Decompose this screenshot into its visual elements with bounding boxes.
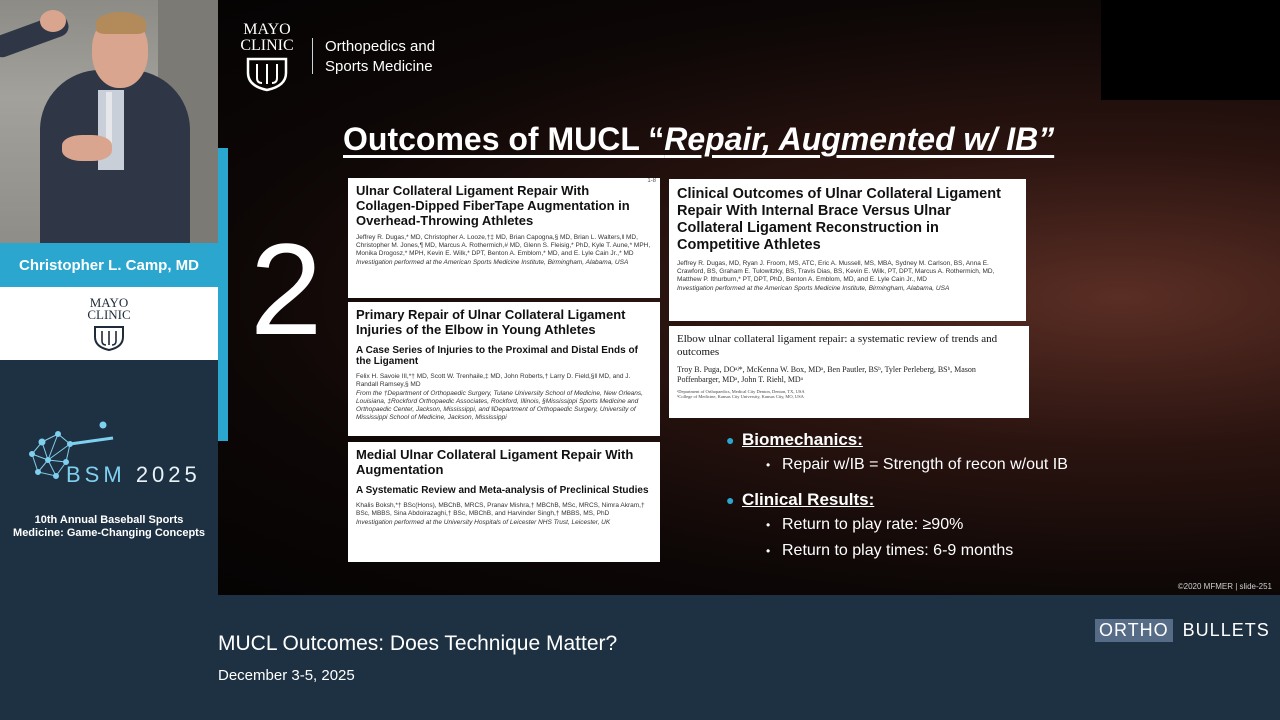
large-number: 2 xyxy=(250,216,323,362)
bsm-letters: BSM xyxy=(66,462,126,487)
video-mask xyxy=(1101,0,1280,100)
paper-title: Elbow ulnar collateral ligament repair: a systematic review of trends and outcomes xyxy=(677,333,998,358)
paper-title: Clinical Outcomes of Ulnar Collateral Ligament Repair With Internal Brace Versus Ulnar Collateral Ligament Reconstruction in Competitive Athletes xyxy=(677,186,1001,253)
bullet-list xyxy=(726,428,1068,564)
paper-excerpt-2 xyxy=(348,302,660,436)
conference-title-line-1: 10th Annual Baseball Sports xyxy=(34,514,184,526)
slide-copyright: ©2020 MFMER | slide-251 xyxy=(1177,582,1272,591)
logo-line-2: CLINIC xyxy=(87,306,131,322)
paper-institution: Investigation performed at the American Sports Medicine Institute, Birmingham, Alabama, USA xyxy=(677,285,950,292)
paper-authors: Jeffrey R. Dugas, MD, Ryan J. Froom, MS, ATC, Eric A. Mussell, MS, MBA, Sydney M. Carlson, BS, Anna E. Crawford, BS, Graham E. Tulowitzky, BS, Travis Dias, BS, Kevin E. Wilk, PT, DPT, Marcus A. Rothermich, MD, Matthew P. Ithurburn,* PT, DPT, PhD, Benton A. Emblom, MD, and E. Lyle Cain Jr., MD xyxy=(677,260,995,283)
conference-title-line-2: Medicine: Game-Changing Concepts xyxy=(13,527,205,539)
sub-bullet-dot-icon: • xyxy=(766,518,771,532)
bullet-heading xyxy=(726,488,1068,512)
logo-line-1: MAYO xyxy=(89,294,129,310)
paper-title: Primary Repair of Ulnar Collateral Ligament Injuries of the Elbow in Young Athletes xyxy=(356,307,626,337)
bsm-year: 2025 xyxy=(135,462,201,487)
paper-institution: From the †Department of Orthopaedic Surgery, Tulane University School of Medicine, New Orleans, Louisiana, ‡Rockford Orthopaedic Associates, Rockford, Illinois, §Mississippi Sports Medicine and Orthopaedic Center, Jackson, Mississippi, and ‖Department of Orthopaedic Surgery, University of Mississippi School of Medicine, Jackson, Mississippi xyxy=(356,390,643,421)
bullet-item xyxy=(726,538,1068,564)
bullet-heading-label: Biomechanics: xyxy=(742,430,863,449)
bullet-item xyxy=(726,452,1068,478)
department-name xyxy=(325,37,435,77)
paper-affiliation-1: ᵃDepartment of Orthopaedics, Medical City Denton, Denton, TX, USA xyxy=(677,389,805,394)
logo-bullets: BULLETS xyxy=(1182,620,1270,640)
paper-subtitle: A Systematic Review and Meta-analysis of Preclinical Studies xyxy=(356,485,649,496)
slide-title-plain: Outcomes of MUCL “ xyxy=(343,121,665,157)
paper-authors: Felix H. Savoie III,*† MD, Scott W. Trenhaile,‡ MD, John Roberts,† Larry D. Field,§‖ MD, and J. Randall Ramsey,§ MD xyxy=(356,373,631,388)
slide-title xyxy=(343,121,1054,158)
bullet-item-text: Return to play rate: ≥90% xyxy=(782,516,964,533)
bsm-wordmark xyxy=(66,462,201,488)
bullet-dot-icon: ● xyxy=(726,492,735,508)
header-logo-line-1: MAYO xyxy=(243,21,291,38)
logo-ortho: ORTHO xyxy=(1095,619,1173,642)
conference-title xyxy=(0,514,218,540)
bullet-item-text: Return to play times: 6-9 months xyxy=(782,542,1014,559)
paper-title: Medial Ulnar Collateral Ligament Repair With Augmentation xyxy=(356,447,634,477)
bullet-heading xyxy=(726,428,1068,452)
slide-title-italic: Repair, Augmented w/ IB” xyxy=(664,121,1055,157)
paper-affiliation-2: ᵇCollege of Medicine, Kansas City University, Kansas City, MO, USA xyxy=(677,394,804,399)
paper-excerpt-3 xyxy=(348,442,660,562)
header-divider xyxy=(312,38,313,74)
speaker-name: Christopher L. Camp, MD xyxy=(0,243,218,287)
bullet-item xyxy=(726,512,1068,538)
bullet-dot-icon: ● xyxy=(726,432,735,448)
department-line-1: Orthopedics and xyxy=(325,38,436,55)
paper-authors: Jeffrey R. Dugas,* MD, Christopher A. Looze,†‡ MD, Brian Capogna,§ MD, Brian L. Walters,‖ MD, Christopher M. Jones,¶ MD, Marcus A. Rothermich,# MD, Glenn S. Fleisig,* PhD, Kyle T. Aune,* MPH, Monika Drogosz,* MPH, Kevin E. Wilk,* DPT, Benton A. Emblom,* MD, and E. Lyle Cain Jr.,* MD xyxy=(356,234,651,257)
paper-institution: Investigation performed at the University Hospitals of Leicester NHS Trust, Leicester, UK xyxy=(356,519,611,526)
sub-bullet-dot-icon: • xyxy=(766,458,771,472)
page-number: 1-8 xyxy=(647,178,656,184)
paper-subtitle: A Case Series of Injuries to the Proximal and Distal Ends of the Ligament xyxy=(356,345,638,367)
paper-excerpt-1 xyxy=(348,178,660,298)
paper-authors: Troy B. Puga, DOᵃʲ*, McKenna W. Box, MDᵃ, Ben Pautler, BSᵇ, Tyler Perleberg, BSᵇ, Mason Poffenbarger, MDᵃ, John T. Riehl, MDᵃ xyxy=(677,365,976,384)
bullet-item-text: Repair w/IB = Strength of recon w/out IB xyxy=(782,456,1068,473)
mayo-shield-icon xyxy=(245,56,289,92)
paper-authors: Khalis Boksh,*† BSc(Hons), MBChB, MRCS, Pranav Mishra,† MBChB, MSc, MRCS, Nimra Akram,† BSc, MBBS, Sina Abdoirazaghi,† BSc, MBChB, and Harvinder Singh,† MBBS, MS, PhD xyxy=(356,502,645,517)
slide-header-logo xyxy=(236,22,435,96)
mayo-shield-icon xyxy=(93,325,125,351)
talk-date: December 3-5, 2025 xyxy=(218,667,355,684)
department-line-2: Sports Medicine xyxy=(325,58,433,75)
mayo-clinic-logo xyxy=(0,287,218,360)
sub-bullet-dot-icon: • xyxy=(766,544,771,558)
orthobullets-logo xyxy=(1095,619,1270,642)
speaker-video xyxy=(0,0,218,243)
paper-institution: Investigation performed at the American Sports Medicine Institute, Birmingham, Alabama, USA xyxy=(356,259,629,266)
accent-bar xyxy=(218,148,228,441)
paper-excerpt-5 xyxy=(669,326,1029,418)
footer-panel xyxy=(218,595,1280,720)
paper-title: Ulnar Collateral Ligament Repair With Collagen-Dipped FiberTape Augmentation in Overhead-Throwing Athletes xyxy=(356,183,630,228)
mayo-clinic-wordmark xyxy=(236,22,298,96)
event-panel xyxy=(0,360,218,720)
bsm-baseball-logo-icon xyxy=(18,420,208,500)
paper-excerpt-4 xyxy=(669,179,1026,321)
bullet-heading-label: Clinical Results: xyxy=(742,490,875,509)
header-logo-line-2: CLINIC xyxy=(240,37,294,54)
talk-title: MUCL Outcomes: Does Technique Matter? xyxy=(218,632,618,655)
